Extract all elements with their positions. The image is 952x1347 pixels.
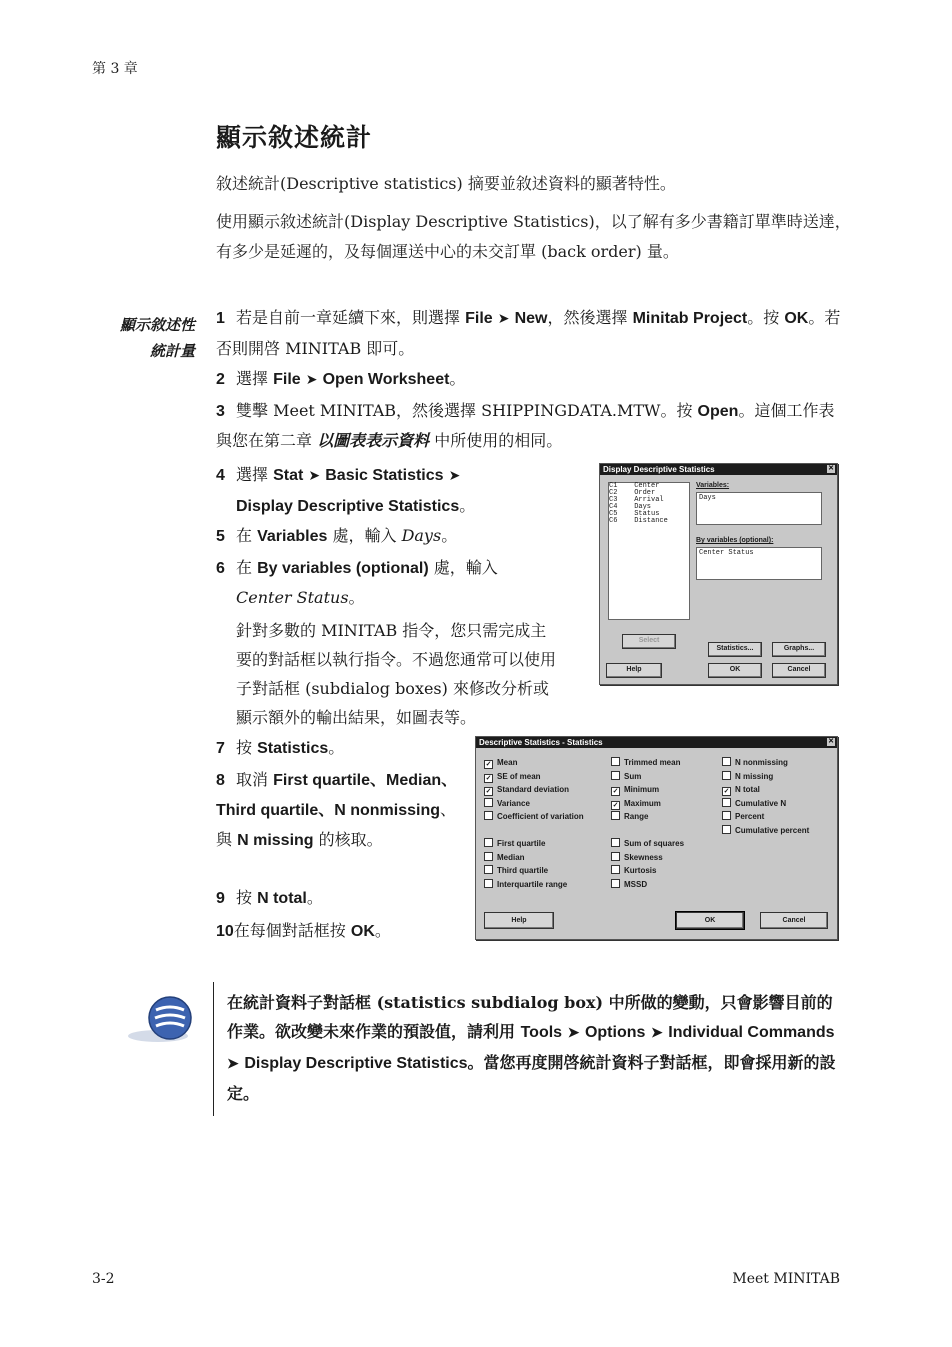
step-text: 在每個對話框按 xyxy=(233,921,351,940)
step-2 xyxy=(216,364,836,395)
step-3 xyxy=(216,396,846,455)
step-text: 。若否則開啓 MINITAB 即可。 xyxy=(216,308,841,358)
checkbox-empty-icon[interactable] xyxy=(484,838,493,847)
checkbox-option[interactable] xyxy=(484,797,530,810)
menu-basic-statistics: Basic Statistics xyxy=(325,467,444,484)
menu-stat: Stat xyxy=(273,467,304,484)
ok-button[interactable]: OK xyxy=(676,912,744,929)
checkbox-label: Skewness xyxy=(624,852,663,862)
arrow-icon: ➤ xyxy=(650,1025,663,1041)
checkbox-option[interactable] xyxy=(484,783,569,796)
step-text: 按 xyxy=(236,888,258,907)
step-1 xyxy=(216,303,846,363)
checkbox-label: SE of mean xyxy=(497,771,541,781)
checkbox-empty-icon[interactable] xyxy=(722,825,731,834)
by-variables-field[interactable]: Center Status xyxy=(696,547,822,580)
step-number: 10 xyxy=(216,923,234,940)
ok-ref: OK xyxy=(350,923,375,940)
step-text: 。這個工作表與您在第二章 xyxy=(216,401,835,450)
step-number: 9 xyxy=(216,890,225,907)
list-item[interactable]: C2 Order xyxy=(609,489,656,497)
step-number: 5 xyxy=(216,528,225,545)
step-text: 選擇 xyxy=(236,465,274,484)
checkbox-label: Percent xyxy=(735,812,765,821)
side-heading-line-1: 顯示敘述性 xyxy=(119,316,195,334)
step-text: 在 xyxy=(236,526,258,545)
checkbox-empty-icon[interactable] xyxy=(611,838,620,847)
checkbox-label: Cumulative N xyxy=(735,798,787,808)
checkbox-label: Sum xyxy=(624,771,642,781)
intro-paragraph-1: 敘述統計(Descriptive statistics) 摘要並敘述資料的顯著特性。 xyxy=(216,174,676,193)
step-7 xyxy=(216,733,344,763)
step-text: 。 xyxy=(459,496,476,515)
chapter-label: 第 3 章 xyxy=(92,61,138,77)
checkbox-option[interactable] xyxy=(611,864,656,877)
checkbox-option[interactable] xyxy=(611,837,684,850)
note-divider xyxy=(213,982,214,1116)
checkbox-option[interactable] xyxy=(722,756,788,769)
step-number: 4 xyxy=(216,467,225,484)
checkbox-option[interactable] xyxy=(484,756,517,769)
checkbox-option[interactable] xyxy=(611,783,659,796)
cancel-button[interactable]: Cancel xyxy=(772,663,826,678)
checkbox-label: Third quartile xyxy=(497,866,549,875)
checkbox-label: First quartile xyxy=(497,839,546,848)
help-button[interactable]: Help xyxy=(484,912,554,929)
step-text: 。 xyxy=(449,369,466,388)
step-text: 處，輸入 xyxy=(327,526,402,545)
cancel-button[interactable]: Cancel xyxy=(760,912,828,929)
step-text: 在 xyxy=(236,558,258,577)
list-item[interactable]: C4 Days xyxy=(609,503,652,511)
chapter-ref: 以圖表表示資料 xyxy=(317,431,430,450)
select-button[interactable]: Select xyxy=(622,634,676,649)
step-text: 中所使用的相同。 xyxy=(429,431,563,450)
checkbox-empty-icon[interactable] xyxy=(722,757,731,766)
checkbox-option[interactable] xyxy=(722,810,764,823)
step-text: 。 xyxy=(441,526,458,545)
checkbox-option[interactable] xyxy=(484,837,545,850)
checkbox-label: N nonmissing xyxy=(735,758,788,767)
variables-label: Variables: xyxy=(696,482,730,489)
checkbox-option[interactable] xyxy=(611,851,663,864)
arrow-icon: ➤ xyxy=(567,1025,580,1041)
step-number: 7 xyxy=(216,740,225,757)
dialog-title: Descriptive Statistics - Statistics xyxy=(479,738,603,747)
menu-options: Options xyxy=(584,1024,646,1041)
uncheck-list-ref: First quartile、Median、Third quartile、N nonmissing xyxy=(216,772,458,819)
step-9 xyxy=(216,883,323,913)
step-text: 的核取。 xyxy=(313,830,383,849)
menu-file: File xyxy=(465,310,493,327)
center-status-ref: Center Status xyxy=(236,588,349,607)
checkbox-option[interactable] xyxy=(611,756,680,769)
step-text: 按 xyxy=(236,738,258,757)
checkbox-checked-icon[interactable]: ✓ xyxy=(485,761,492,768)
book-title: Meet MINITAB xyxy=(732,1271,840,1287)
checkbox-label: Variance xyxy=(497,798,530,808)
step-text: 。 xyxy=(374,921,391,940)
menu-display-descriptive: Display Descriptive Statistics xyxy=(236,498,460,515)
step-text: 選擇 xyxy=(236,369,274,388)
step-6-note: 針對多數的 MINITAB 指令，您只需完成主要的對話框以執行指令。不過您通常可以使用子對話框 (subdialog boxes) 來修改分析或顯示額外的輸出結果，如圖表等。 xyxy=(236,621,557,727)
step-text: 。 xyxy=(348,588,365,607)
variables-field[interactable]: Days xyxy=(696,492,822,525)
checkbox-empty-icon[interactable] xyxy=(722,771,731,780)
step-4 xyxy=(216,460,546,521)
menu-file: File xyxy=(273,371,301,388)
checkbox-empty-icon[interactable] xyxy=(722,811,731,820)
graphs-button[interactable]: Graphs... xyxy=(772,642,826,657)
checkbox-label: N total xyxy=(735,785,760,794)
checkbox-empty-icon[interactable] xyxy=(611,771,620,780)
checkbox-checked-icon[interactable]: ✓ xyxy=(485,788,492,795)
display-descriptive-dialog xyxy=(599,463,838,685)
menu-minitab-project: Minitab Project xyxy=(632,310,748,327)
checkbox-empty-icon[interactable] xyxy=(611,757,620,766)
checkbox-option[interactable] xyxy=(611,810,648,823)
checkbox-empty-icon[interactable] xyxy=(611,852,620,861)
checkbox-label: Maximum xyxy=(624,798,661,808)
statistics-ref: Statistics xyxy=(257,740,329,757)
step-text: ，然後選擇 xyxy=(547,308,633,327)
step-text: 處，輸入 xyxy=(428,558,498,577)
page-title: 顯示敘述統計 xyxy=(216,123,373,152)
checkbox-empty-icon[interactable] xyxy=(611,879,620,888)
menu-individual-commands: Individual Commands xyxy=(668,1024,835,1041)
checkbox-label: Range xyxy=(624,812,649,821)
step-number: 2 xyxy=(216,371,225,388)
checkbox-label: Coefficient of variation xyxy=(497,812,584,821)
page-number: 3-2 xyxy=(92,1271,115,1287)
checkbox-checked-icon[interactable]: ✓ xyxy=(612,788,619,795)
checkbox-checked-icon[interactable]: ✓ xyxy=(723,788,730,795)
side-heading xyxy=(95,312,195,364)
checkbox-label: Minimum xyxy=(624,785,660,794)
list-item[interactable]: C6 Distance xyxy=(609,517,668,525)
note-text-part: 。當您再度開啓統計資料子對話框，即會採用新的設定。 xyxy=(227,1053,836,1103)
checkbox-label: Interquartile range xyxy=(497,879,568,889)
step-5 xyxy=(216,521,546,551)
ok-button[interactable]: OK xyxy=(708,663,762,678)
checkbox-empty-icon[interactable] xyxy=(484,811,493,820)
n-missing-ref: N missing xyxy=(237,832,314,849)
menu-tools: Tools xyxy=(520,1024,563,1041)
checkbox-empty-icon[interactable] xyxy=(611,811,620,820)
by-variables-ref: By variables (optional) xyxy=(257,560,429,577)
arrow-icon: ➤ xyxy=(497,311,510,327)
by-variables-label: By variables (optional): xyxy=(696,537,774,544)
checkbox-option[interactable] xyxy=(484,878,567,891)
arrow-icon: ➤ xyxy=(227,1056,239,1072)
days-ref: Days xyxy=(401,526,442,545)
dialog-title-bar xyxy=(476,737,837,748)
checkbox-label: Trimmed mean xyxy=(624,758,681,767)
step-number: 8 xyxy=(216,772,225,789)
list-item[interactable]: C5 Status xyxy=(609,510,660,518)
checkbox-label: Standard deviation xyxy=(497,785,570,794)
checkbox-option[interactable] xyxy=(484,851,525,864)
step-text: 。 xyxy=(328,738,345,757)
checkbox-option[interactable] xyxy=(722,770,773,783)
arrow-icon: ➤ xyxy=(308,468,321,484)
step-text: 若是自前一章延續下來，則選擇 xyxy=(236,308,466,327)
checkbox-option[interactable] xyxy=(484,864,548,877)
step-6 xyxy=(216,553,546,612)
checkbox-option[interactable] xyxy=(611,770,641,783)
checkbox-empty-icon[interactable] xyxy=(484,798,493,807)
step-number: 1 xyxy=(216,310,225,327)
step-text: 雙擊 Meet MINITAB，然後選擇 SHIPPINGDATA.MTW。按 xyxy=(236,401,698,420)
step-text: 。 xyxy=(306,888,323,907)
step-10 xyxy=(216,916,391,946)
statistics-subdialog xyxy=(475,736,838,940)
checkbox-option[interactable] xyxy=(722,783,760,796)
list-item[interactable]: C1 Center xyxy=(609,482,660,490)
checkbox-option[interactable] xyxy=(722,824,809,837)
note-text xyxy=(227,988,837,1108)
checkbox-option[interactable] xyxy=(484,770,541,783)
menu-new: New xyxy=(514,310,548,327)
note-text-part: 在統計資料子對話框 (statistics subdialog box) 中所做的變動，只會影響目前的作業。欲改變未來作業的預設值，請利用 xyxy=(227,993,833,1041)
side-heading-line-2: 統計量 xyxy=(149,342,195,360)
checkbox-option[interactable] xyxy=(722,797,786,810)
statistics-button[interactable]: Statistics... xyxy=(708,642,762,657)
checkbox-option[interactable] xyxy=(611,878,647,891)
step-text: 、與 xyxy=(216,800,457,849)
checkbox-label: Kurtosis xyxy=(624,866,657,875)
help-button[interactable]: Help xyxy=(606,663,662,678)
menu-open-worksheet: Open Worksheet xyxy=(322,371,450,388)
step-text: 。按 xyxy=(747,308,785,327)
variables-ref: Variables xyxy=(257,528,328,545)
checkbox-label: Median xyxy=(497,852,525,862)
checkbox-checked-icon[interactable]: ✓ xyxy=(485,774,492,782)
checkbox-empty-icon[interactable] xyxy=(611,865,620,874)
dialog-title-bar xyxy=(600,464,837,475)
step-text: 取消 xyxy=(236,770,274,789)
checkbox-empty-icon[interactable] xyxy=(484,879,493,888)
checkbox-option[interactable] xyxy=(484,810,584,823)
step-number: 3 xyxy=(216,403,225,420)
step-8 xyxy=(216,765,464,855)
arrow-icon: ➤ xyxy=(448,468,461,484)
list-item[interactable]: C3 Arrival xyxy=(609,496,664,504)
note-icon xyxy=(128,992,194,1046)
checkbox-label: Sum of squares xyxy=(624,839,685,848)
checkbox-checked-icon[interactable]: ✓ xyxy=(612,801,619,809)
close-icon[interactable]: ✕ xyxy=(828,465,834,472)
close-icon[interactable]: ✕ xyxy=(828,738,834,745)
checkbox-empty-icon[interactable] xyxy=(484,852,493,861)
checkbox-empty-icon[interactable] xyxy=(722,798,731,807)
n-total-ref: N total xyxy=(257,890,307,907)
dialog-title: Display Descriptive Statistics xyxy=(603,465,715,474)
arrow-icon: ➤ xyxy=(305,372,318,388)
checkbox-option[interactable] xyxy=(611,797,661,810)
checkbox-label: N missing xyxy=(735,771,774,781)
step-number: 6 xyxy=(216,560,225,577)
checkbox-empty-icon[interactable] xyxy=(484,865,493,874)
checkbox-label: MSSD xyxy=(624,879,648,889)
intro-paragraph-2: 使用顯示敘述統計(Display Descriptive Statistics)，以了解有多少書籍訂單準時送達，有多少是延遲的，及每個運送中心的未交訂單 (back order) 量。 xyxy=(216,212,851,261)
ok-ref: OK xyxy=(784,310,809,327)
column-list[interactable] xyxy=(608,482,690,620)
checkbox-label: Cumulative percent xyxy=(735,825,810,835)
checkbox-label: Mean xyxy=(497,758,518,767)
menu-display-descriptive: Display Descriptive Statistics xyxy=(244,1055,468,1072)
open-ref: Open xyxy=(697,403,739,420)
